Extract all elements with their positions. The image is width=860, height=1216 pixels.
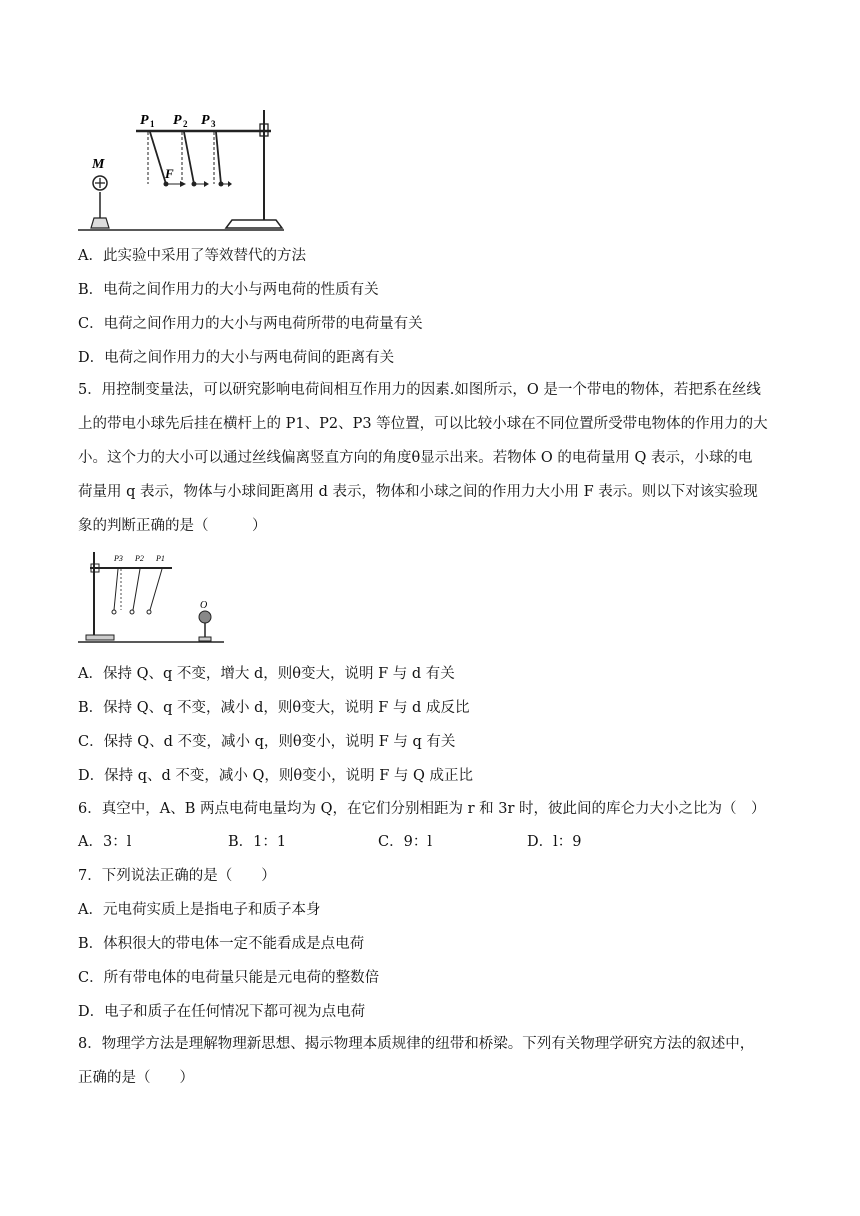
- label-p3: P3: [114, 554, 123, 563]
- q6-option-b: B．1：1: [228, 834, 287, 850]
- q4-option-c: C．电荷之间作用力的大小与两电荷所带的电荷量有关: [78, 316, 423, 332]
- q5-stem-line: 5．用控制变量法，可以研究影响电荷间相互作用力的因素.如图所示，O 是一个带电的物体，若把系在丝线: [78, 382, 761, 398]
- q6-option-c: C．9：l: [378, 834, 432, 850]
- q5-option-c: C．保持 Q、d 不变，减小 q，则θ变小，说明 F 与 q 有关: [78, 734, 456, 750]
- label-p2-sub: 2: [183, 119, 188, 129]
- figure-charge-experiment-1: [76, 100, 286, 234]
- q5-option-b: B．保持 Q、q 不变，减小 d，则θ变大，说明 F 与 d 成反比: [78, 700, 470, 716]
- q8-stem-line: 8．物理学方法是理解物理新思想、揭示物理本质规律的纽带和桥梁。下列有关物理学研究方法的叙述中，: [78, 1036, 755, 1052]
- q8-stem-line: 正确的是（ ）: [78, 1070, 194, 1086]
- q7-option-d: D．电子和质子在任何情况下都可视为点电荷: [78, 1004, 366, 1020]
- label-p2: P2: [135, 554, 144, 563]
- q7-option-a: A．元电荷实质上是指电子和质子本身: [78, 902, 321, 918]
- label-p3-sub: 3: [211, 119, 216, 129]
- q5-option-d: D．保持 q、d 不变，减小 Q，则θ变小，说明 F 与 Q 成正比: [78, 768, 474, 784]
- q5-stem-line: 小。这个力的大小可以通过丝线偏离竖直方向的角度θ显示出来。若物体 O 的电荷量用 Q 表示，小球的电: [78, 450, 753, 466]
- label-f: F: [165, 166, 174, 181]
- q5-stem-line: 荷量用 q 表示，物体与小球间距离用 d 表示，物体和小球之间的作用力大小用 F 表示。则以下对该实验现: [78, 484, 758, 500]
- label-p3: P: [201, 113, 210, 128]
- q5-stem-line: 上的带电小球先后挂在横杆上的 P1、P2、P3 等位置，可以比较小球在不同位置所受带电物体的作用力的大: [78, 416, 768, 432]
- q5-option-a: A．保持 Q、q 不变，增大 d，则θ变大，说明 F 与 d 有关: [78, 666, 455, 682]
- figure-charge-experiment-2: [76, 546, 226, 646]
- q8-stem: [78, 1027, 784, 1095]
- q5-stem-line: 象的判断正确的是（ ）: [78, 518, 267, 534]
- q4-option-a: A．此实验中采用了等效替代的方法: [78, 248, 306, 264]
- q7-option-b: B．体积很大的带电体一定不能看成是点电荷: [78, 936, 365, 952]
- q5-stem: [78, 373, 784, 543]
- q4-option-d: D．电荷之间作用力的大小与两电荷间的距离有关: [78, 350, 395, 366]
- q6-option-a: A．3：l: [78, 834, 132, 850]
- label-o: O: [200, 600, 208, 611]
- q4-option-b: B．电荷之间作用力的大小与两电荷的性质有关: [78, 282, 379, 298]
- label-m: M: [92, 157, 105, 172]
- q6-stem: 6．真空中，A、B 两点电荷电量均为 Q，在它们分别相距为 r 和 3r 时，彼此间的库仑力大小之比为（ ）: [78, 801, 766, 817]
- label-p1-sub: 1: [150, 119, 155, 129]
- label-p2: P: [173, 113, 182, 128]
- q7-option-c: C．所有带电体的电荷量只能是元电荷的整数倍: [78, 970, 380, 986]
- q7-stem: 7．下列说法正确的是（ ）: [78, 868, 276, 884]
- label-p1: P1: [156, 554, 165, 563]
- label-p1: P: [140, 113, 149, 128]
- q6-option-d: D．l：9: [527, 834, 582, 850]
